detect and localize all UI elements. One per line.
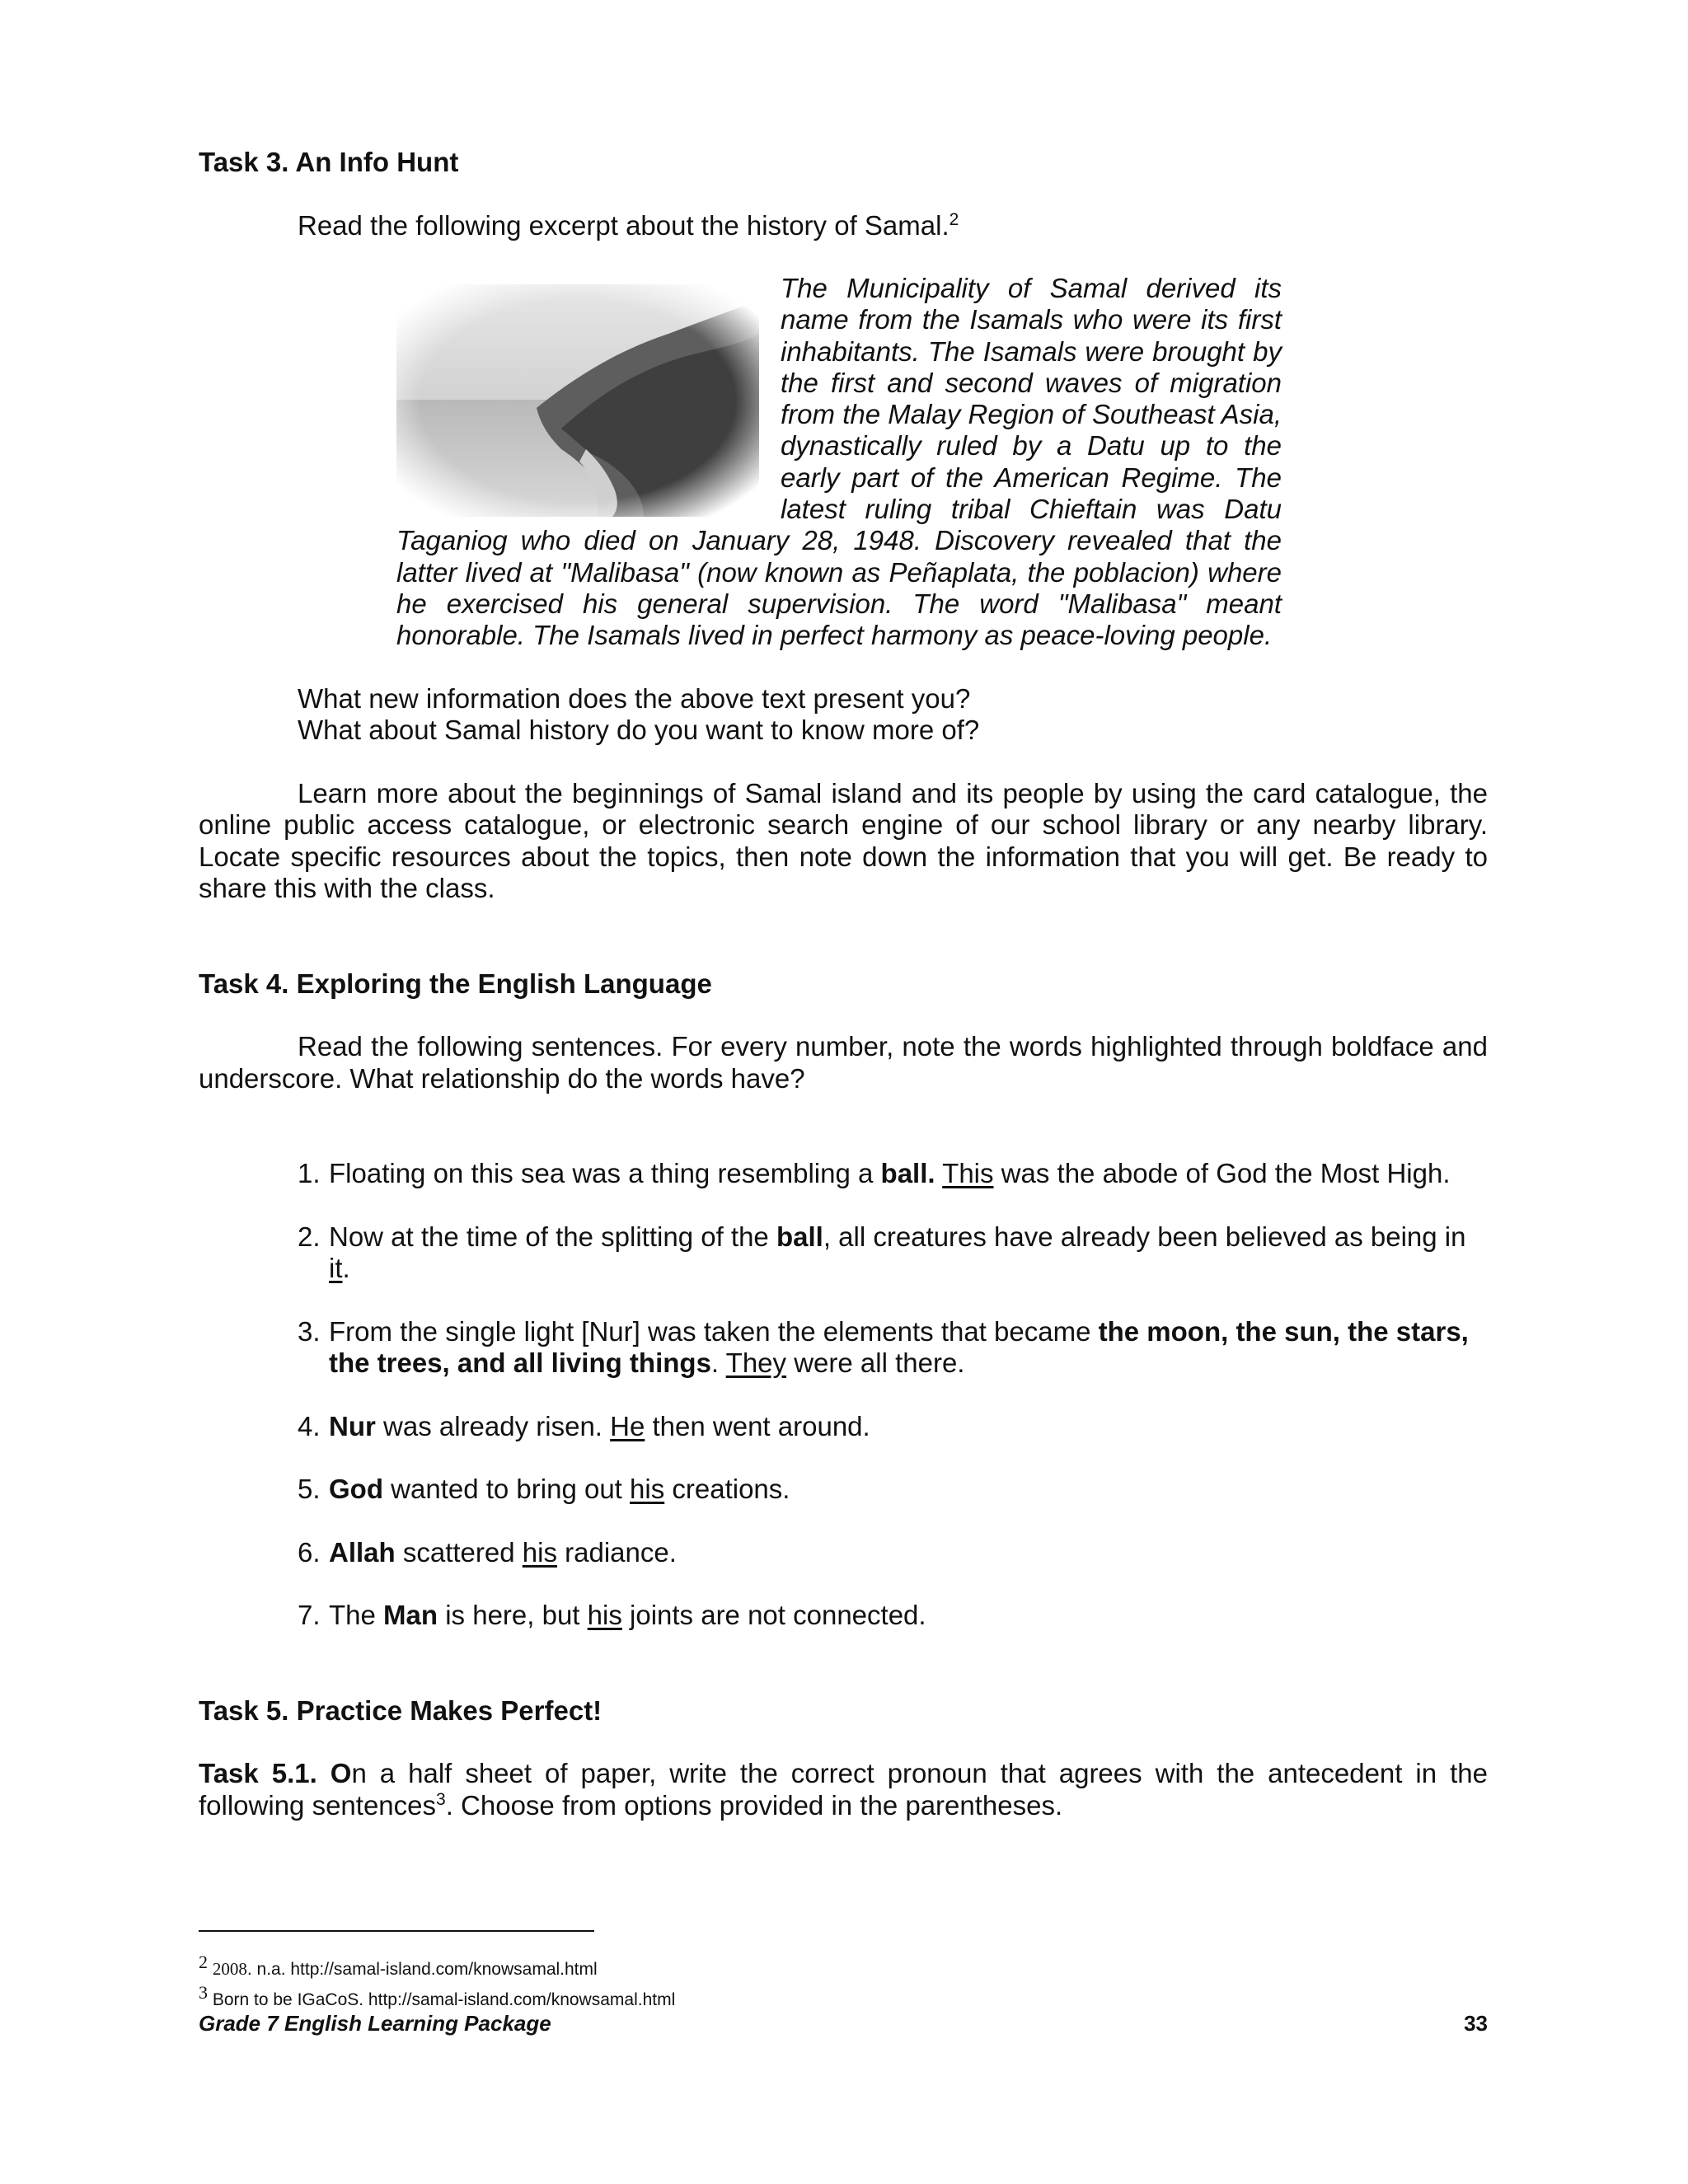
samal-coastline-photo <box>396 284 759 517</box>
list-item: 4. Nur was already risen. He then went around. <box>298 1410 870 1441</box>
question-want-to-know: What about Samal history do you want to know more of? <box>298 715 980 746</box>
task3-paragraph: Learn more about the beginnings of Samal island and its people by using the card catalogue, the online public access catalogue, or electronic search engine of our school library or any nearby library. Locate specific resources about the topics, then note down the information that you will get. Be ready to share this with the class. <box>199 777 1488 904</box>
list-item: 6. Allah scattered his radiance. <box>298 1536 677 1568</box>
antecedent: ball. <box>880 1158 935 1189</box>
pronoun: This <box>942 1158 994 1189</box>
task4-heading: Task 4. Exploring the English Language <box>199 968 712 999</box>
task3-heading: Task 3. An Info Hunt <box>199 147 459 177</box>
list-item: 5. God wanted to bring out his creations. <box>298 1474 790 1505</box>
pronoun: his <box>630 1474 665 1505</box>
footnote-divider <box>199 1930 594 1932</box>
task5-1-label: Task 5.1. O <box>199 1758 352 1789</box>
footnote-ref-3: 3 <box>436 1789 446 1809</box>
footnote-3: 3 Born to be IGaCoS. http://samal-island.com/knowsamal.html <box>199 1982 676 2009</box>
samal-excerpt <box>396 273 1282 652</box>
footnote-ref-2: 2 <box>949 209 959 229</box>
pronoun: He <box>610 1410 645 1441</box>
antecedent: the moon, the sun, the stars, the trees, and all living things <box>329 1315 1469 1379</box>
list-item: 1. Floating on this sea was a thing resembling a ball. This was the abode of God the Most High. <box>298 1158 1451 1189</box>
footnote-2: 2 2008. n.a. http://samal-island.com/knowsamal.html <box>199 1952 598 1979</box>
page-number: 33 <box>1464 2011 1488 2036</box>
pronoun: They <box>725 1347 787 1379</box>
pronoun: his <box>522 1536 557 1568</box>
samal-excerpt-block <box>396 273 1282 652</box>
pronoun: it <box>329 1253 343 1284</box>
task5-heading: Task 5. Practice Makes Perfect! <box>199 1694 603 1726</box>
list-item: 3. From the single light [Nur] was taken the elements that became the moon, the sun, the stars, the trees, and all living things. They were all there. <box>298 1315 1469 1379</box>
task3-intro-text: Read the following excerpt about the history of Samal. <box>298 209 950 241</box>
sentence-list <box>298 1158 1488 1632</box>
task4-instruction: Read the following sentences. For every number, note the words highlighted through boldface and underscore. What relationship do the words have? <box>199 1031 1488 1094</box>
footer-title: Grade 7 English Learning Package <box>199 2011 551 2036</box>
task3-intro <box>199 210 1488 242</box>
page-content <box>199 147 1488 1821</box>
samal-excerpt-text: The Municipality of Samal derived its name from the Isamals who were its first inhabitants. The Isamals were brought by the first and second waves of migration from the Malay Region of Southeast Asia, dynastically ruled by a Datu up to the early part of the American Regime. The latest ruling tribal Chieftain was Datu Taganiog who died on January 28, 1948. Discovery revealed that the latter lived at "Malibasa" (now known as Peñaplata, the poblacion) where he exercised his general supervision. The word "Malibasa" meant honorable. The Isamals lived in perfect harmony as peace-loving people. <box>396 273 1282 651</box>
antecedent: Allah <box>329 1536 396 1568</box>
antecedent: God <box>329 1474 383 1505</box>
list-item: 2. Now at the time of the splitting of the ball, all creatures have already been believed as being in it. <box>298 1221 1466 1284</box>
question-new-information: What new information does the above text present you? <box>298 682 971 714</box>
antecedent: Nur <box>329 1410 376 1441</box>
antecedent: Man <box>383 1600 438 1631</box>
task5-1-instruction: Task 5.1. On a half sheet of paper, write the correct pronoun that agrees with the antecedent in the following sentences$^3$. Choose from options provided in the parentheses. <box>199 1758 1488 1821</box>
list-item: 7. The Man is here, but his joints are not connected. <box>298 1600 926 1631</box>
pronoun: his <box>587 1600 622 1631</box>
antecedent: ball <box>776 1221 823 1252</box>
